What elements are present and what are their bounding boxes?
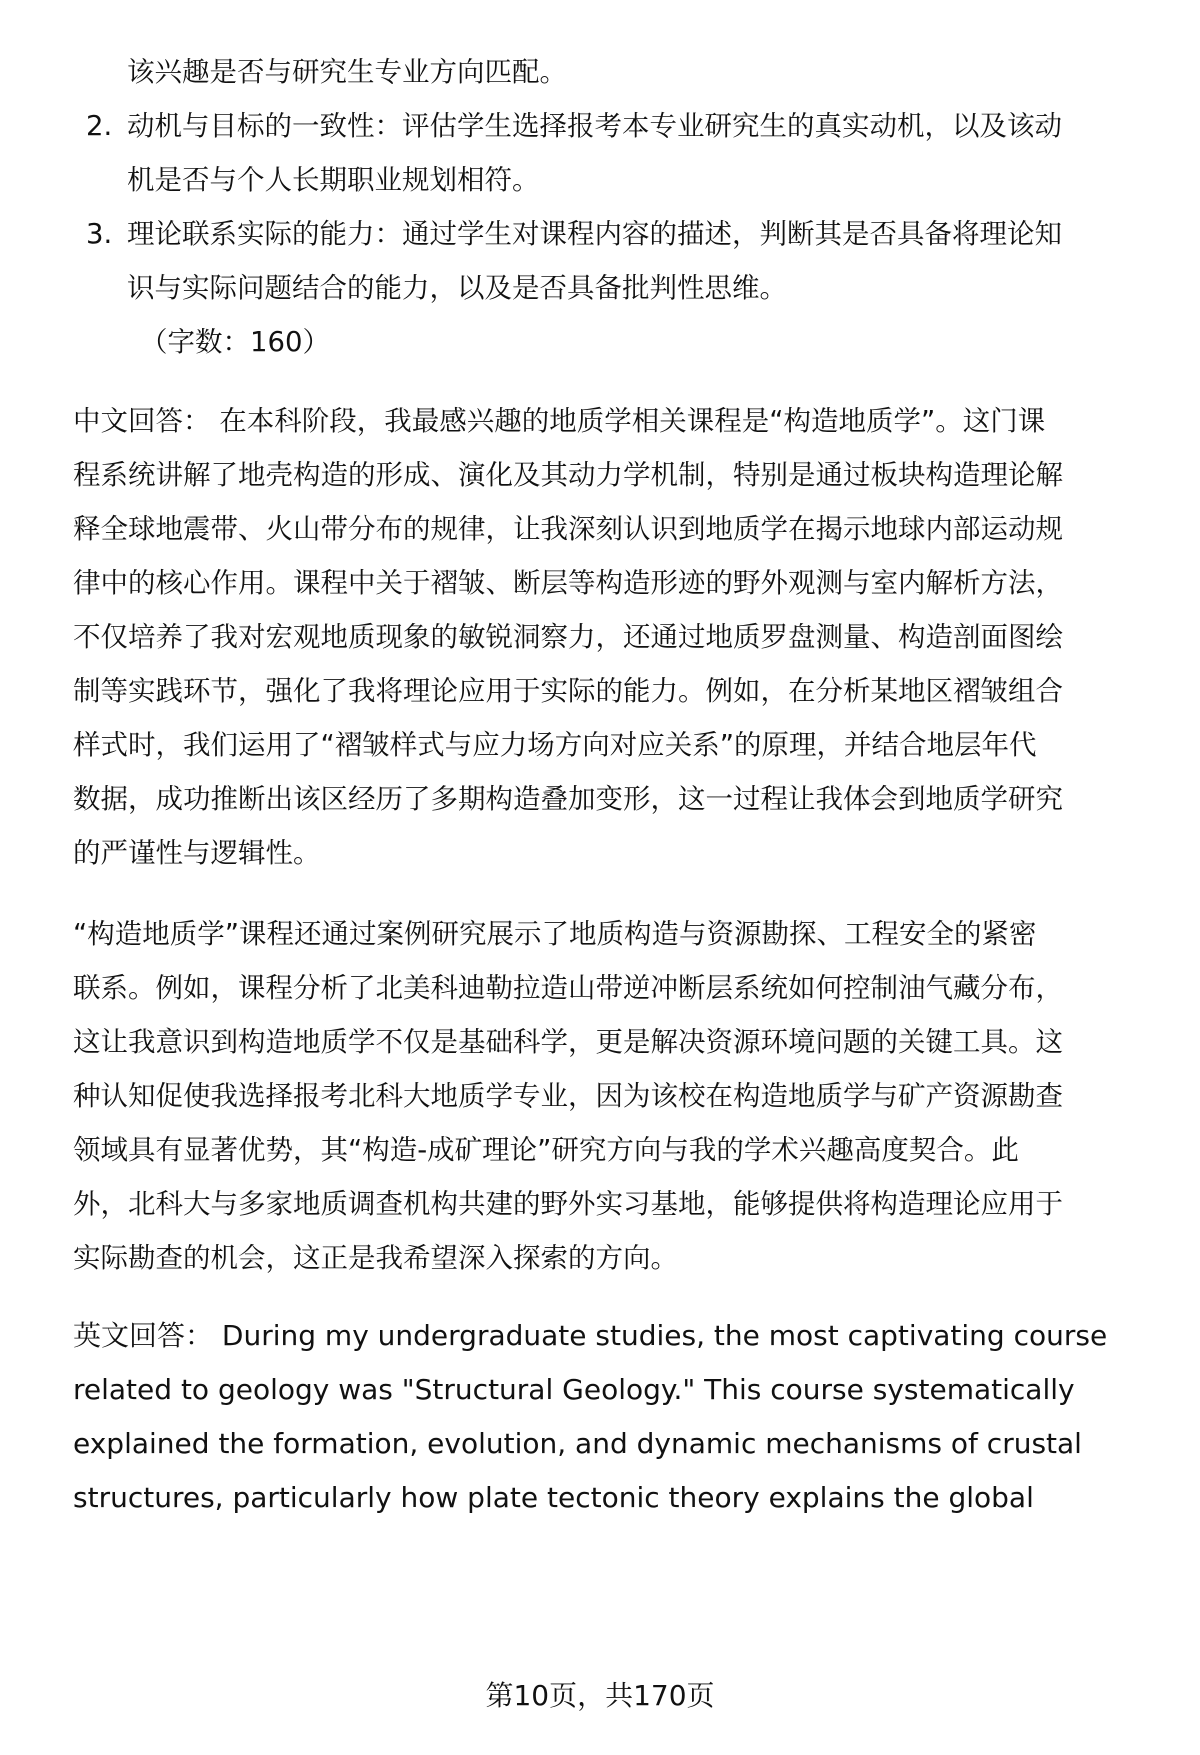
chinese-answer-line: 数据，成功推断出该区经历了多期构造叠加变形，这一过程让我体会到地质学研究 <box>73 783 1063 815</box>
chinese-answer-line: 样式时，我们运用了“褶皱样式与应力场方向对应关系”的原理，并结合地层年代 <box>73 729 1037 761</box>
chinese-answer-line: 中文回答： 在本科阶段，我最感兴趣的地质学相关课程是“构造地质学”。这门课 <box>73 405 1046 437</box>
chinese-answer-line: 的严谨性与逻辑性。 <box>73 837 321 869</box>
page-footer: 第10页，共170页 <box>485 1679 715 1712</box>
chinese-answer-p2-line: 外，北科大与多家地质调查机构共建的野外实习基地，能够提供将构造理论应用于 <box>73 1188 1063 1220</box>
list-item-3-line-1: 理论联系实际的能力：通过学生对课程内容的描述，判断其是否具备将理论知 <box>127 218 1062 250</box>
chinese-answer-line: 程系统讲解了地壳构造的形成、演化及其动力学机制，特别是通过板块构造理论解 <box>73 459 1063 491</box>
chinese-answer-p2-line: 实际勘查的机会，这正是我希望深入探索的方向。 <box>73 1242 678 1274</box>
english-answer-line: explained the formation, evolution, and dynamic mechanisms of crustal <box>73 1427 1082 1460</box>
chinese-answer-line: 制等实践环节，强化了我将理论应用于实际的能力。例如，在分析某地区褶皱组合 <box>73 675 1063 707</box>
chinese-answer-p2-line: 这让我意识到构造地质学不仅是基础科学，更是解决资源环境问题的关键工具。这 <box>73 1026 1063 1058</box>
list-item-2-line-2: 机是否与个人长期职业规划相符。 <box>127 164 540 196</box>
list-number-2: 2. <box>86 110 113 142</box>
word-count: （字数：160） <box>140 326 330 358</box>
english-answer-line: 英文回答： During my undergraduate studies, the most captivating course <box>73 1319 1108 1352</box>
list-item-2-line-1: 动机与目标的一致性：评估学生选择报考本专业研究生的真实动机，以及该动 <box>127 110 1062 142</box>
chinese-answer-p2-line: 种认知促使我选择报考北科大地质学专业，因为该校在构造地质学与矿产资源勘查 <box>73 1080 1063 1112</box>
english-answer-line: structures, particularly how plate tectonic theory explains the global <box>73 1481 1034 1514</box>
list-item-3-line-2: 识与实际问题结合的能力，以及是否具备批判性思维。 <box>127 272 787 304</box>
chinese-answer-line: 律中的核心作用。课程中关于褶皱、断层等构造形迹的野外观测与室内解析方法， <box>73 567 1063 599</box>
chinese-answer-line: 释全球地震带、火山带分布的规律，让我深刻认识到地质学在揭示地球内部运动规 <box>73 513 1063 545</box>
chinese-answer-p2-line: 领域具有显著优势，其“构造-成矿理论”研究方向与我的学术兴趣高度契合。此 <box>73 1134 1019 1166</box>
chinese-answer-p2-line: 联系。例如，课程分析了北美科迪勒拉造山带逆冲断层系统如何控制油气藏分布， <box>73 972 1063 1004</box>
english-answer-line: related to geology was "Structural Geology." This course systematically <box>73 1373 1075 1406</box>
chinese-answer-line: 不仅培养了我对宏观地质现象的敏锐洞察力，还通过地质罗盘测量、构造剖面图绘 <box>73 621 1063 653</box>
list-number-3: 3. <box>86 218 113 250</box>
list-intro-tail: 该兴趣是否与研究生专业方向匹配。 <box>127 56 567 88</box>
chinese-answer-p2-line: “构造地质学”课程还通过案例研究展示了地质构造与资源勘探、工程安全的紧密 <box>73 918 1037 950</box>
